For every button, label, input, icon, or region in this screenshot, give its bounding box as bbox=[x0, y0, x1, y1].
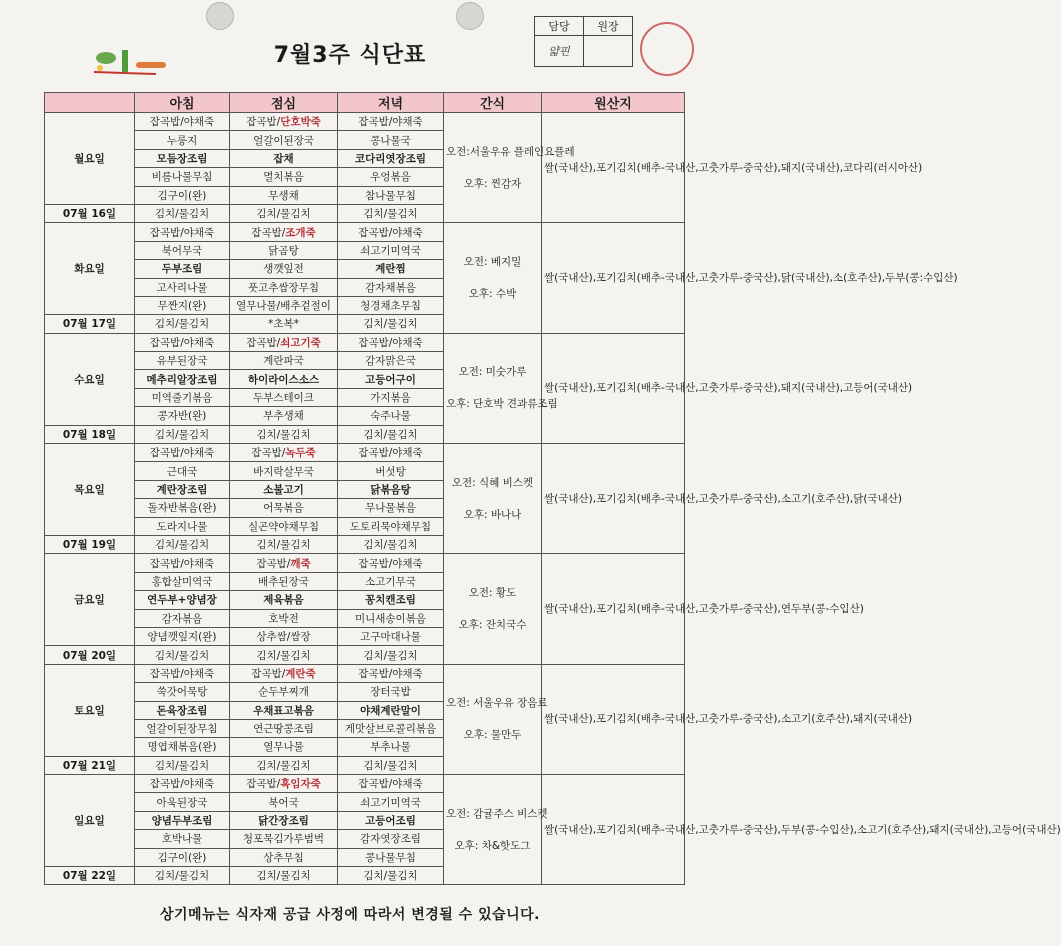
dinner-cell: 감자맑은국 bbox=[338, 352, 444, 370]
lunch-main: 잡채 bbox=[273, 152, 294, 165]
dinner-cell: 꽁치캔조림 bbox=[338, 591, 444, 609]
lunch-cell bbox=[230, 444, 338, 462]
lunch-cell bbox=[230, 388, 338, 406]
lunch-cell bbox=[230, 499, 338, 517]
lunch-cell bbox=[230, 535, 338, 553]
binder-hole-left bbox=[206, 2, 234, 30]
lunch-porridge-highlight: 단호박죽 bbox=[280, 116, 321, 129]
lunch-cell bbox=[230, 278, 338, 296]
breakfast-cell: 쑥갓어묵탕 bbox=[135, 683, 230, 701]
day-label: 토요일 bbox=[45, 664, 135, 756]
lunch-main: 잡곡밥/ bbox=[251, 667, 286, 680]
lunch-cell bbox=[230, 149, 338, 167]
date-label: 07월 20일 bbox=[45, 646, 135, 664]
breakfast-cell: 돌자반볶음(완) bbox=[135, 499, 230, 517]
breakfast-cell: 유부된장국 bbox=[135, 352, 230, 370]
breakfast-cell: 잡곡밥/야채죽 bbox=[135, 223, 230, 241]
dinner-cell: 고등어구이 bbox=[338, 370, 444, 388]
day-label: 일요일 bbox=[45, 775, 135, 867]
lunch-main: 김치/물김치 bbox=[256, 649, 311, 662]
lunch-cell bbox=[230, 204, 338, 222]
lunch-main: 김치/물김치 bbox=[256, 539, 311, 552]
table-row bbox=[45, 333, 685, 351]
lunch-cell bbox=[230, 591, 338, 609]
date-label: 07월 16일 bbox=[45, 204, 135, 222]
snack-morning: 오전: 황도 bbox=[468, 586, 517, 599]
lunch-cell bbox=[230, 260, 338, 278]
lunch-main: 잡곡밥/ bbox=[251, 447, 286, 460]
date-label: 07월 22일 bbox=[45, 867, 135, 885]
dinner-cell: 부추나물 bbox=[338, 738, 444, 756]
lunch-cell bbox=[230, 315, 338, 333]
snack-cell bbox=[444, 113, 575, 223]
breakfast-cell: 양념깻잎지(완) bbox=[135, 627, 230, 645]
snack-morning: 오전:서울우유 플레인요플레 bbox=[446, 145, 575, 158]
lunch-main: 어묵볶음 bbox=[263, 502, 304, 515]
date-label: 07월 21일 bbox=[45, 756, 135, 774]
breakfast-cell: 김치/물김치 bbox=[135, 867, 230, 885]
lunch-cell bbox=[230, 646, 338, 664]
dinner-cell: 감자채볶음 bbox=[338, 278, 444, 296]
breakfast-cell: 김치/물김치 bbox=[135, 535, 230, 553]
dinner-cell: 무나물볶음 bbox=[338, 499, 444, 517]
origin-cell: 쌀(국내산),포기김치(배추-국내산,고춧가루-중국산),두부(콩-수입산),소고기(호주산),돼지(국내산),고등어(국내산) bbox=[542, 775, 685, 885]
breakfast-cell: 잡곡밥/야채죽 bbox=[135, 775, 230, 793]
header-origin: 원산지 bbox=[542, 93, 685, 113]
dinner-cell: 장터국밥 bbox=[338, 683, 444, 701]
snack-morning: 오전: 미숫가루 bbox=[458, 366, 527, 379]
dinner-cell: 감자엿장조림 bbox=[338, 830, 444, 848]
breakfast-cell: 김치/물김치 bbox=[135, 756, 230, 774]
lunch-cell bbox=[230, 480, 338, 498]
lunch-main: 계란파국 bbox=[263, 355, 304, 368]
lunch-main: 김치/물김치 bbox=[256, 428, 311, 441]
dinner-cell: 도토리묵야채무침 bbox=[338, 517, 444, 535]
snack-cell bbox=[444, 223, 542, 333]
breakfast-cell: 잡곡밥/야채죽 bbox=[135, 113, 230, 131]
lunch-main: 김치/물김치 bbox=[256, 759, 311, 772]
lunch-cell bbox=[230, 848, 338, 866]
origin-cell: 쌀(국내산),포기김치(배추-국내산,고춧가루-중국산),소고기(호주산),닭(국내산) bbox=[542, 444, 685, 554]
dinner-cell: 잡곡밥/야채죽 bbox=[338, 333, 444, 351]
dinner-cell: 소고기무국 bbox=[338, 572, 444, 590]
header-day bbox=[45, 93, 135, 113]
lunch-main: *초복* bbox=[268, 318, 299, 331]
snack-afternoon: 오후: 잔치국수 bbox=[458, 619, 527, 632]
lunch-main: 실곤약야채무침 bbox=[247, 520, 319, 533]
dinner-cell: 게맛살브로콜리볶음 bbox=[338, 719, 444, 737]
breakfast-cell: 두부조림 bbox=[135, 260, 230, 278]
lunch-cell bbox=[230, 627, 338, 645]
breakfast-cell: 돈육장조림 bbox=[135, 701, 230, 719]
lunch-main: 배추된장국 bbox=[258, 575, 309, 588]
lunch-main: 무생채 bbox=[268, 189, 299, 202]
breakfast-cell: 연두부+양념장 bbox=[135, 591, 230, 609]
lunch-cell bbox=[230, 517, 338, 535]
table-row bbox=[45, 554, 685, 572]
snack-cell bbox=[444, 444, 542, 554]
lunch-cell bbox=[230, 296, 338, 314]
lunch-cell bbox=[230, 683, 338, 701]
breakfast-cell: 계란장조림 bbox=[135, 480, 230, 498]
breakfast-cell: 양념두부조림 bbox=[135, 811, 230, 829]
breakfast-cell: 잡곡밥/야채죽 bbox=[135, 664, 230, 682]
lunch-main: 잡곡밥/ bbox=[246, 116, 281, 129]
lunch-main: 청포묵김가루범벅 bbox=[242, 833, 325, 846]
dinner-cell: 숙주나물 bbox=[338, 407, 444, 425]
lunch-main: 우채표고볶음 bbox=[253, 704, 314, 717]
lunch-main: 두부스테이크 bbox=[253, 392, 314, 405]
lunch-main: 잡곡밥/ bbox=[251, 226, 286, 239]
lunch-main: 잡곡밥/ bbox=[246, 336, 281, 349]
header-breakfast: 아침 bbox=[135, 93, 230, 113]
lunch-main: 소불고기 bbox=[263, 484, 304, 496]
lunch-cell bbox=[230, 830, 338, 848]
lunch-main: 얼갈이된장국 bbox=[253, 134, 314, 147]
breakfast-cell: 호박나물 bbox=[135, 830, 230, 848]
date-label: 07월 18일 bbox=[45, 425, 135, 443]
lunch-cell bbox=[230, 113, 338, 131]
table-row bbox=[45, 113, 685, 131]
breakfast-cell: 비름나물무침 bbox=[135, 168, 230, 186]
header-snack: 간식 bbox=[444, 93, 542, 113]
day-label: 목요일 bbox=[45, 444, 135, 536]
breakfast-cell: 잡곡밥/야채죽 bbox=[135, 333, 230, 351]
dinner-cell: 쇠고기미역국 bbox=[338, 793, 444, 811]
lunch-main: 닭간장조림 bbox=[258, 815, 309, 828]
lunch-cell bbox=[230, 609, 338, 627]
dinner-cell: 김치/물김치 bbox=[338, 535, 444, 553]
approval-sign-director bbox=[584, 36, 633, 67]
breakfast-cell: 감자볶음 bbox=[135, 609, 230, 627]
origin-cell: 쌀(국내산),포기김치(배추-국내산,고춧가루-중국산),연두부(콩-수입산) bbox=[542, 554, 685, 664]
breakfast-cell: 고사리나물 bbox=[135, 278, 230, 296]
breakfast-cell: 김구이(완) bbox=[135, 848, 230, 866]
snack-cell bbox=[444, 664, 548, 774]
dinner-cell: 계란찜 bbox=[338, 260, 444, 278]
breakfast-cell: 홍합살미역국 bbox=[135, 572, 230, 590]
dinner-cell: 가지볶음 bbox=[338, 388, 444, 406]
snack-afternoon: 오후: 찐감자 bbox=[463, 177, 522, 190]
table-row bbox=[45, 664, 685, 682]
table-row bbox=[45, 223, 685, 241]
dinner-cell: 김치/물김치 bbox=[338, 425, 444, 443]
snack-afternoon: 오후: 수박 bbox=[468, 288, 517, 301]
dinner-cell: 닭볶음탕 bbox=[338, 480, 444, 498]
lunch-cell bbox=[230, 131, 338, 149]
table-row bbox=[45, 775, 685, 793]
lunch-main: 열무나물/배추겉절이 bbox=[236, 300, 331, 313]
breakfast-cell: 김구이(완) bbox=[135, 186, 230, 204]
origin-cell: 쌀(국내산),포기김치(배추-국내산,고춧가루-중국산),닭(국내산),소(호주산),두부(콩:수입산) bbox=[542, 223, 685, 333]
lunch-main: 열무나물 bbox=[263, 741, 304, 754]
lunch-main: 멸치볶음 bbox=[263, 171, 304, 184]
snack-afternoon: 오후: 단호박 견과류조림 bbox=[446, 398, 558, 411]
footer-notice: 상기메뉴는 식자재 공급 사정에 따라서 변경될 수 있습니다. bbox=[159, 907, 540, 923]
lunch-cell bbox=[230, 664, 338, 682]
dinner-cell: 김치/물김치 bbox=[338, 867, 444, 885]
lunch-main: 풋고추쌈장무침 bbox=[247, 281, 319, 294]
lunch-cell bbox=[230, 425, 338, 443]
date-label: 07월 17일 bbox=[45, 315, 135, 333]
approval-sign-staff: 얇핀 bbox=[535, 36, 584, 67]
lunch-cell bbox=[230, 719, 338, 737]
lunch-cell bbox=[230, 241, 338, 259]
breakfast-cell: 김치/물김치 bbox=[135, 646, 230, 664]
official-stamp-icon bbox=[640, 22, 694, 76]
snack-cell bbox=[444, 775, 548, 885]
lunch-cell bbox=[230, 370, 338, 388]
snack-morning: 오전: 감귤주스 비스켓 bbox=[446, 807, 548, 820]
day-label: 금요일 bbox=[45, 554, 135, 646]
lunch-cell bbox=[230, 462, 338, 480]
lunch-main: 상추무침 bbox=[263, 851, 304, 864]
lunch-porridge-highlight: 흑임자죽 bbox=[280, 778, 321, 791]
lunch-cell bbox=[230, 333, 338, 351]
header-dinner: 저녁 bbox=[338, 93, 444, 113]
lunch-porridge-highlight: 녹두죽 bbox=[285, 447, 316, 460]
lunch-cell bbox=[230, 572, 338, 590]
dinner-cell: 코다리엿장조림 bbox=[338, 149, 444, 167]
dinner-cell: 버섯탕 bbox=[338, 462, 444, 480]
lunch-porridge-highlight: 계란죽 bbox=[285, 667, 316, 680]
lunch-cell bbox=[230, 554, 338, 572]
lunch-cell bbox=[230, 756, 338, 774]
dinner-cell: 콩나물무침 bbox=[338, 848, 444, 866]
breakfast-cell: 잡곡밥/야채죽 bbox=[135, 444, 230, 462]
breakfast-cell: 무짠지(완) bbox=[135, 296, 230, 314]
snack-morning: 오전: 서울우유 장음료 bbox=[446, 697, 548, 710]
dinner-cell: 김치/물김치 bbox=[338, 756, 444, 774]
lunch-main: 호박전 bbox=[268, 612, 299, 625]
dinner-cell: 참나물무침 bbox=[338, 186, 444, 204]
breakfast-cell: 잡곡밥/야채죽 bbox=[135, 554, 230, 572]
approval-header-staff: 담당 bbox=[535, 17, 584, 36]
lunch-cell bbox=[230, 738, 338, 756]
origin-cell: 쌀(국내산),포기김치(배추-국내산,고춧가루-중국산),소고기(호주산),돼지(국내산) bbox=[542, 664, 685, 774]
dinner-cell: 콩나물국 bbox=[338, 131, 444, 149]
breakfast-cell: 메추리알장조림 bbox=[135, 370, 230, 388]
breakfast-cell: 얼갈이된장무침 bbox=[135, 719, 230, 737]
lunch-porridge-highlight: 쇠고기죽 bbox=[280, 336, 321, 349]
breakfast-cell: 미역줄기볶음 bbox=[135, 388, 230, 406]
origin-cell: 쌀(국내산),포기김치(배추-국내산,고춧가루-중국산),돼지(국내산),코다리(러시아산) bbox=[542, 113, 685, 223]
dinner-cell: 잡곡밥/야채죽 bbox=[338, 554, 444, 572]
date-label: 07월 19일 bbox=[45, 535, 135, 553]
lunch-main: 김치/물김치 bbox=[256, 870, 311, 883]
lunch-main: 닭곰탕 bbox=[268, 244, 299, 257]
day-label: 월요일 bbox=[45, 113, 135, 205]
origin-cell: 쌀(국내산),포기김치(배추-국내산,고춧가루-중국산),돼지(국내산),고등어(국내산) bbox=[542, 333, 685, 443]
breakfast-cell: 누룽지 bbox=[135, 131, 230, 149]
breakfast-cell: 모듬장조림 bbox=[135, 149, 230, 167]
lunch-main: 부추생채 bbox=[263, 410, 304, 423]
dinner-cell: 잡곡밥/야채죽 bbox=[338, 664, 444, 682]
lunch-main: 하이라이스소스 bbox=[247, 373, 319, 386]
dinner-cell: 잡곡밥/야채죽 bbox=[338, 444, 444, 462]
lunch-main: 김치/물김치 bbox=[256, 208, 311, 221]
breakfast-cell: 근대국 bbox=[135, 462, 230, 480]
header-lunch: 점심 bbox=[230, 93, 338, 113]
dinner-cell: 김치/물김치 bbox=[338, 204, 444, 222]
snack-afternoon: 오후: 바나나 bbox=[463, 508, 522, 521]
binder-hole-right bbox=[456, 2, 484, 30]
lunch-cell bbox=[230, 168, 338, 186]
breakfast-cell: 김치/물김치 bbox=[135, 204, 230, 222]
dinner-cell: 고구마대나물 bbox=[338, 627, 444, 645]
lunch-main: 잡곡밥/ bbox=[246, 778, 281, 791]
dinner-cell: 잡곡밥/야채죽 bbox=[338, 113, 444, 131]
dinner-cell: 김치/물김치 bbox=[338, 315, 444, 333]
lunch-cell bbox=[230, 867, 338, 885]
lunch-main: 연근땅콩조림 bbox=[253, 723, 314, 736]
dinner-cell: 잡곡밥/야채죽 bbox=[338, 223, 444, 241]
lunch-main: 순두부찌개 bbox=[258, 686, 309, 699]
snack-cell bbox=[444, 333, 558, 443]
lunch-porridge-highlight: 깨죽 bbox=[290, 557, 311, 570]
snack-afternoon: 오후: 차&핫도그 bbox=[454, 839, 531, 852]
dinner-cell: 고등어조림 bbox=[338, 811, 444, 829]
lunch-cell bbox=[230, 811, 338, 829]
lunch-cell bbox=[230, 186, 338, 204]
dinner-cell: 청경채초무침 bbox=[338, 296, 444, 314]
dinner-cell: 잡곡밥/야채죽 bbox=[338, 775, 444, 793]
lunch-main: 생깻잎전 bbox=[263, 263, 304, 276]
dinner-cell: 미니새송이볶음 bbox=[338, 609, 444, 627]
lunch-cell bbox=[230, 793, 338, 811]
day-label: 화요일 bbox=[45, 223, 135, 315]
dinner-cell: 쇠고기미역국 bbox=[338, 241, 444, 259]
dinner-cell: 우엉볶음 bbox=[338, 168, 444, 186]
breakfast-cell: 아욱된장국 bbox=[135, 793, 230, 811]
lunch-main: 잡곡밥/ bbox=[256, 557, 291, 570]
approval-box bbox=[534, 16, 633, 67]
snack-morning: 오전: 식혜 비스켓 bbox=[451, 476, 534, 489]
breakfast-cell: 북어무국 bbox=[135, 241, 230, 259]
lunch-cell bbox=[230, 352, 338, 370]
snack-afternoon: 오후: 물만두 bbox=[463, 729, 522, 742]
lunch-main: 상추쌈/쌈장 bbox=[256, 631, 311, 644]
lunch-main: 바지락살무국 bbox=[253, 465, 314, 478]
lunch-cell bbox=[230, 407, 338, 425]
meal-plan-table bbox=[44, 92, 1061, 885]
breakfast-cell: 콩자반(완) bbox=[135, 407, 230, 425]
breakfast-cell: 도라지나물 bbox=[135, 517, 230, 535]
snack-cell bbox=[444, 554, 542, 664]
approval-header-director: 원장 bbox=[584, 17, 633, 36]
page-title: 7월3주 식단표 bbox=[273, 43, 427, 68]
lunch-cell bbox=[230, 223, 338, 241]
snack-morning: 오전: 베지밀 bbox=[463, 255, 522, 268]
breakfast-cell: 명엽채볶음(완) bbox=[135, 738, 230, 756]
lunch-porridge-highlight: 조개죽 bbox=[285, 226, 316, 239]
breakfast-cell: 김치/물김치 bbox=[135, 315, 230, 333]
lunch-main: 북어국 bbox=[268, 796, 299, 809]
breakfast-cell: 김치/물김치 bbox=[135, 425, 230, 443]
day-label: 수요일 bbox=[45, 333, 135, 425]
lunch-cell bbox=[230, 775, 338, 793]
table-row bbox=[45, 444, 685, 462]
dinner-cell: 야채계란말이 bbox=[338, 701, 444, 719]
lunch-main: 제육볶음 bbox=[263, 594, 304, 607]
dinner-cell: 김치/물김치 bbox=[338, 646, 444, 664]
lunch-cell bbox=[230, 701, 338, 719]
